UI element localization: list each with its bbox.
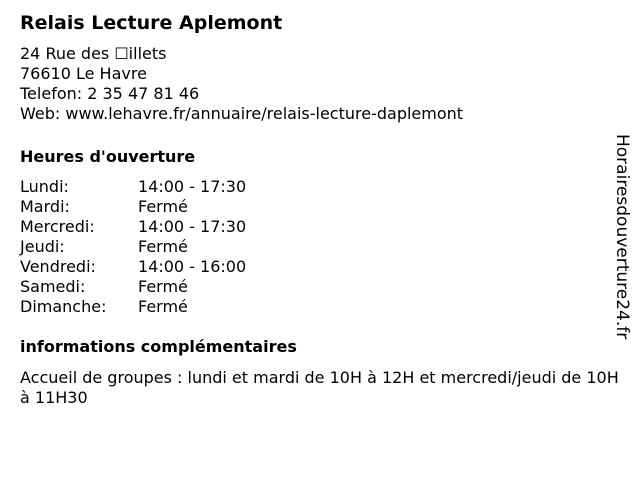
hours-row-wednesday	[20, 217, 630, 237]
hours-row-friday	[20, 257, 630, 277]
day-hours: Fermé	[138, 237, 188, 256]
address-street: 24 Rue des ☐illets	[20, 44, 167, 63]
day-label: Jeudi:	[20, 237, 65, 256]
day-hours: Fermé	[138, 197, 188, 216]
hours-row-tuesday	[20, 197, 630, 217]
day-hours: 14:00 - 16:00	[138, 257, 247, 276]
hours-row-thursday	[20, 237, 630, 257]
day-hours: Fermé	[138, 297, 188, 316]
day-label: Mardi:	[20, 197, 70, 216]
day-hours: 14:00 - 17:30	[138, 177, 247, 196]
day-label: Dimanche:	[20, 297, 107, 316]
hours-row-monday	[20, 177, 630, 197]
business-listing	[20, 11, 630, 408]
day-label: Samedi:	[20, 277, 86, 296]
hours-row-sunday	[20, 297, 630, 317]
additional-info-heading: informations complémentaires	[20, 337, 297, 356]
site-watermark: Horairesdouverture24.fr	[612, 134, 632, 340]
hours-row-saturday	[20, 277, 630, 297]
website-line: Web: www.lehavre.fr/annuaire/relais-lecture-daplemont	[20, 104, 464, 123]
opening-hours-heading: Heures d'ouverture	[20, 147, 196, 166]
day-label: Mercredi:	[20, 217, 95, 236]
day-hours: Fermé	[138, 277, 188, 296]
phone-number: Telefon: 2 35 47 81 46	[20, 84, 200, 103]
day-label: Vendredi:	[20, 257, 96, 276]
opening-hours-table	[20, 177, 630, 317]
additional-info-text: Accueil de groupes : lundi et mardi de 10H à 12H et mercredi/jeudi de 10H à 11H30	[20, 368, 619, 407]
day-hours: 14:00 - 17:30	[138, 217, 247, 236]
day-label: Lundi:	[20, 177, 69, 196]
business-name: Relais Lecture Aplemont	[20, 12, 283, 34]
address-city: 76610 Le Havre	[20, 64, 147, 83]
